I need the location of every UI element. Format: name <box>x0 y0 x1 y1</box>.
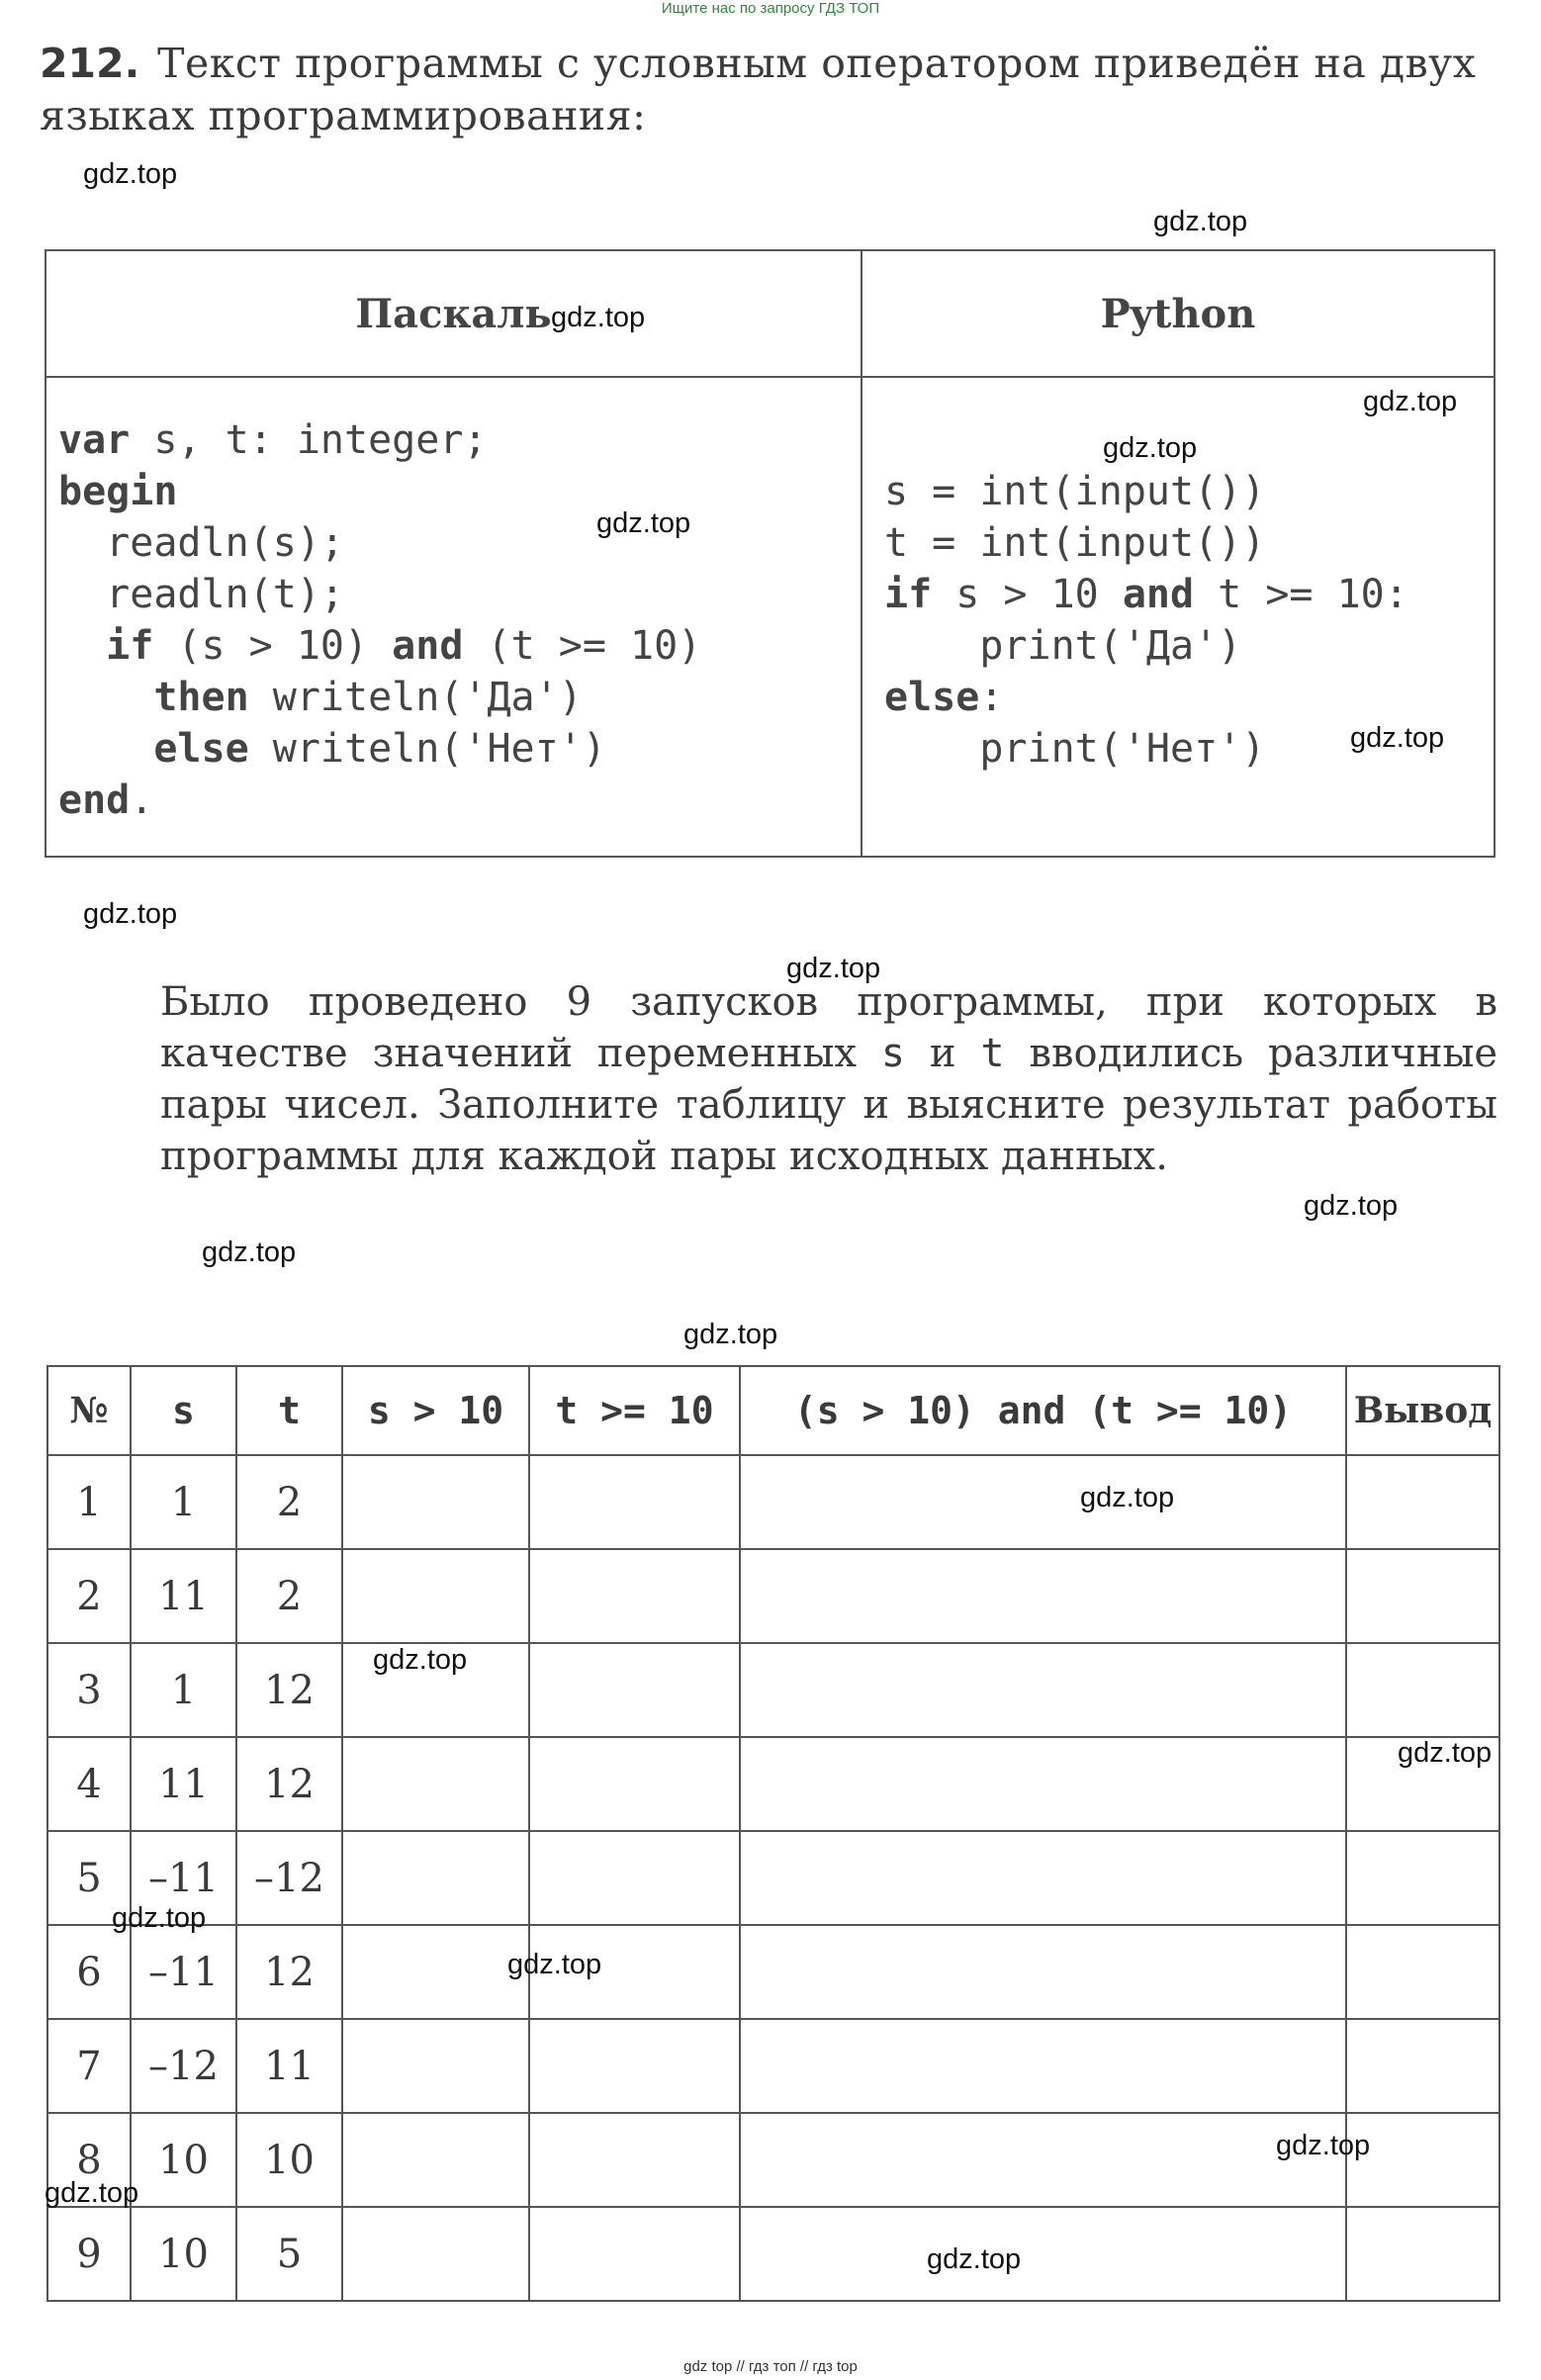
answer-cell[interactable] <box>740 1455 1346 1549</box>
answer-cell[interactable] <box>529 2113 740 2207</box>
table-row: 3 1 12 <box>47 1643 1499 1737</box>
pascal-code-cell <box>45 377 861 857</box>
answer-cell[interactable] <box>529 1831 740 1925</box>
header-python: Python <box>861 250 1495 377</box>
table-row: 7 –12 11 <box>47 2019 1499 2113</box>
answer-cell[interactable] <box>342 1455 529 1549</box>
answer-cell[interactable] <box>740 2113 1346 2207</box>
answer-cell[interactable] <box>342 1737 529 1831</box>
watermark: gdz.top <box>202 1236 297 1268</box>
watermark: gdz.top <box>927 2243 1022 2275</box>
answer-cell[interactable] <box>1346 1455 1499 1549</box>
answer-cell[interactable] <box>342 2113 529 2207</box>
watermark: gdz.top <box>1080 1482 1175 1513</box>
answer-cell[interactable] <box>342 1831 529 1925</box>
watermark: gdz.top <box>551 302 646 333</box>
answer-cell[interactable] <box>740 1925 1346 2019</box>
answer-cell[interactable] <box>1346 2019 1499 2113</box>
answer-cell[interactable] <box>1346 1925 1499 2019</box>
watermark: gdz.top <box>507 1949 602 1980</box>
answer-cell[interactable] <box>740 2019 1346 2113</box>
answer-cell[interactable] <box>342 1549 529 1643</box>
watermark: gdz.top <box>1103 432 1198 464</box>
task-number: 212. <box>40 40 140 87</box>
col-number: № <box>47 1366 131 1455</box>
code-table <box>45 249 1496 858</box>
watermark: gdz.top <box>83 898 178 930</box>
answer-cell[interactable] <box>1346 1831 1499 1925</box>
watermark: gdz.top <box>1304 1190 1399 1222</box>
answer-cell[interactable] <box>342 2207 529 2301</box>
answer-cell[interactable] <box>529 1737 740 1831</box>
col-t-ge-10: t >= 10 <box>529 1366 740 1455</box>
watermark: gdz.top <box>786 953 881 984</box>
watermark: gdz.top <box>683 1319 778 1350</box>
answer-cell[interactable] <box>342 1925 529 2019</box>
table-row: 5 –11 –12 <box>47 1831 1499 1925</box>
table-row: 4 11 12 <box>47 1737 1499 1831</box>
answer-cell[interactable] <box>529 1549 740 1643</box>
answer-cell[interactable] <box>529 2019 740 2113</box>
python-code: s = int(input()) t = int(input()) if s > 10 and t >= 10: print('Да') else: print('Нет') <box>884 469 1408 772</box>
table-row: 6 –11 12 <box>47 1925 1499 2019</box>
watermark: gdz.top <box>1276 2130 1371 2161</box>
answer-cell[interactable] <box>740 2207 1346 2301</box>
table-row: 2 11 2 <box>47 1549 1499 1643</box>
answer-cell[interactable] <box>740 1737 1346 1831</box>
watermark: gdz.top <box>112 1902 207 1934</box>
answer-cell[interactable] <box>740 1643 1346 1737</box>
answer-cell[interactable] <box>529 1455 740 1549</box>
col-t: t <box>236 1366 342 1455</box>
table-row: 8 10 10 <box>47 2113 1499 2207</box>
table-row: 9 10 5 <box>47 2207 1499 2301</box>
answer-cell[interactable] <box>342 2019 529 2113</box>
col-and: (s > 10) and (t >= 10) <box>740 1366 1346 1455</box>
table-row: 1 1 2 <box>47 1455 1499 1549</box>
task-body: Было проведено 9 запусков программы, при которых в качестве значений переменных s и t вводились различные пары чисел. Заполните таблицу и выясните результат работы программы для каждой пары исходных данных. <box>160 979 1497 1179</box>
col-output: Вывод <box>1346 1366 1499 1455</box>
task-intro: Текст программы с условным оператором приведён на двух языках программирования: <box>40 40 1477 139</box>
watermark: gdz.top <box>1363 386 1458 417</box>
top-banner[interactable]: Ищите нас по запросу ГДЗ ТОП <box>661 0 880 17</box>
answer-cell[interactable] <box>1346 2207 1499 2301</box>
answer-cell[interactable] <box>1346 1549 1499 1643</box>
watermark: gdz.top <box>1153 206 1248 237</box>
answer-cell[interactable] <box>529 2207 740 2301</box>
results-header-row <box>47 1366 1499 1455</box>
answer-cell[interactable] <box>1346 1643 1499 1737</box>
answer-cell[interactable] <box>740 1549 1346 1643</box>
col-s-gt-10: s > 10 <box>342 1366 529 1455</box>
watermark: gdz.top <box>83 158 178 190</box>
bottom-banner[interactable]: gdz top // гдз топ // гдз top <box>683 2358 858 2375</box>
pascal-code: var s, t: integer; begin readln(s); readln(t); if (s > 10) and (t >= 10) then writeln('Да') else writeln('Нет') end. <box>58 417 702 823</box>
answer-cell[interactable] <box>740 1831 1346 1925</box>
answer-cell[interactable] <box>529 1643 740 1737</box>
watermark: gdz.top <box>1350 722 1445 754</box>
watermark: gdz.top <box>1398 1737 1493 1769</box>
watermark: gdz.top <box>45 2177 139 2209</box>
watermark: gdz.top <box>596 507 691 539</box>
col-s: s <box>131 1366 236 1455</box>
task-heading <box>40 38 1503 142</box>
header-pascal: Паскаль <box>45 250 861 377</box>
watermark: gdz.top <box>373 1644 468 1676</box>
